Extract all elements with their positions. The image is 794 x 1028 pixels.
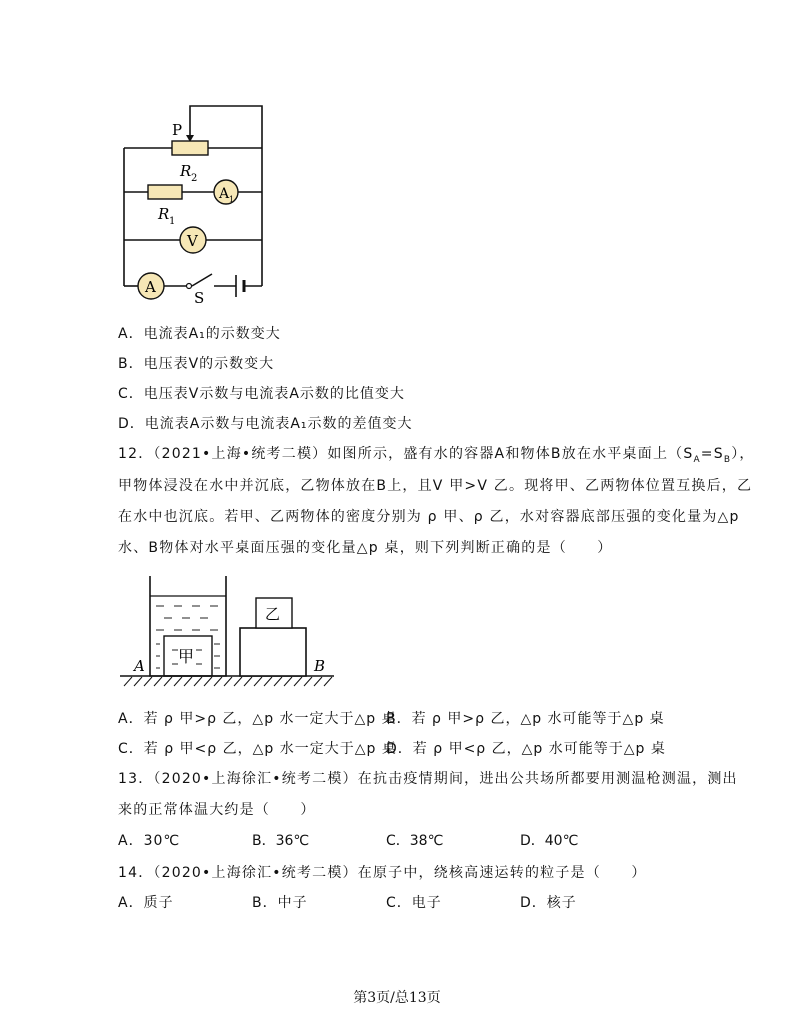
q12-stem-line1: 12．（2021•上海•统考二模）如图所示，盛有水的容器A和物体B放在水平桌面上$(S_A=S_B)$， — [118, 446, 755, 465]
q11-option-a: A．电流表A₁的示数变大 — [118, 326, 281, 342]
q13-option-c: C．38℃ — [386, 833, 444, 849]
q13-option-b: B．36℃ — [252, 833, 310, 849]
page-footer: 第3页/总13页 — [353, 990, 441, 1006]
q12-option-b: B．若 ρ 甲>ρ 乙，△p 水可能等于△p 桌 — [386, 711, 665, 727]
svg-text:R — [157, 205, 169, 223]
q13-stem-line1: 13．（2020•上海徐汇•统考二模）在抗击疫情期间，进出公共场所都要用测温枪测温，测出 — [118, 771, 738, 787]
object-jia-label: 甲 — [178, 647, 195, 666]
voltmeter-label: V — [187, 232, 198, 250]
r2-subscript: 2 — [191, 173, 198, 184]
q12-stem-line3: 在水中也沉底。若甲、乙两物体的密度分别为 ρ 甲、ρ 乙，水对容器底部压强的变化量为△p — [118, 509, 740, 525]
r1-label: R — [158, 205, 170, 223]
object-b-label: B — [314, 657, 326, 675]
slider-label: P — [172, 121, 183, 139]
q11-option-c: C．电压表V示数与电流表A示数的比值变大 — [118, 386, 405, 402]
q11-option-d: D．电流表A示数与电流表A₁示数的差值变大 — [118, 416, 413, 432]
q14-option-b: B．中子 — [252, 895, 308, 911]
q14-option-d: D．核子 — [520, 895, 577, 911]
q12-option-a: A．若 ρ 甲>ρ 乙，△p 水一定大于△p 桌 — [118, 711, 397, 727]
q14-option-a: A．质子 — [118, 895, 174, 911]
svg-text:R — [179, 162, 191, 180]
q12-option-c: C．若 ρ 甲<ρ 乙，△p 水一定大于△p 桌 — [118, 741, 397, 757]
q13-option-a: A．30℃ — [118, 833, 181, 849]
q13-stem-line2: 来的正常体温大约是（ ） — [118, 802, 316, 818]
q14-stem-line1: 14．（2020•上海徐汇•统考二模）在原子中，绕核高速运转的粒子是（ ） — [118, 865, 647, 881]
q11-option-b: B．电压表V的示数变大 — [118, 356, 275, 372]
q12-stem-line4: 水、B物体对水平桌面压强的变化量△p 桌，则下列判断正确的是（ ） — [118, 540, 613, 556]
switch-label: S — [194, 289, 205, 306]
q12-stem-line2: 甲物体浸没在水中并沉底，乙物体放在B上，且V 甲>V 乙。现将甲、乙两物体位置互换后，乙 — [118, 478, 753, 494]
r2-label: R — [180, 162, 192, 180]
q13-option-d: D．40℃ — [520, 833, 579, 849]
r1-subscript: 1 — [169, 216, 176, 227]
ammeter-a1-label: A — [219, 186, 230, 202]
circuit-diagram — [110, 96, 280, 306]
q12-option-d: D．若 ρ 甲<ρ 乙，△p 水可能等于△p 桌 — [386, 741, 666, 757]
q12-container-figure — [118, 572, 340, 692]
ammeter-a1-subscript: 1 — [229, 195, 235, 204]
object-yi-label: 乙 — [265, 605, 281, 623]
container-a-label: A — [134, 657, 145, 675]
ammeter-a-label: A — [145, 278, 156, 296]
q14-option-c: C．电子 — [386, 895, 442, 911]
